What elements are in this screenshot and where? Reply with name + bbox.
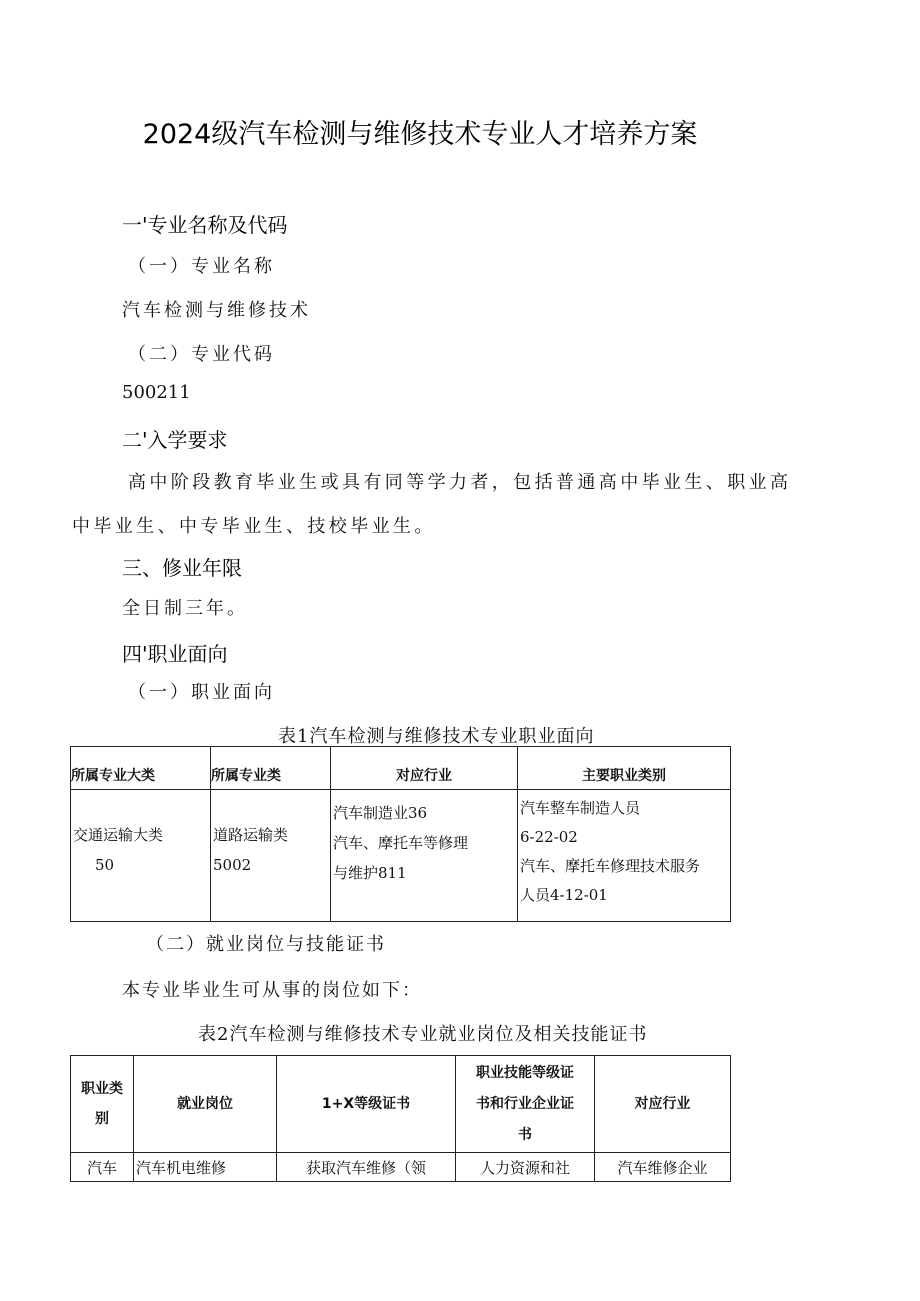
- cell-text: 交通运输大类: [73, 826, 164, 844]
- table-cell-industry: [331, 790, 518, 922]
- section-heading-2: 二'入学要求: [122, 428, 228, 452]
- table-header-cell: 所属专业类: [211, 747, 331, 790]
- table-header-cell: 就业岗位: [134, 1056, 277, 1153]
- table-cell-class: [211, 790, 331, 922]
- cell-text: 汽车、摩托车等修理: [333, 834, 469, 852]
- table-header-cell: [456, 1056, 595, 1153]
- table-cell: 汽车维修企业: [595, 1153, 731, 1182]
- cell-text: 汽车、摩托车修理技术服务: [520, 857, 701, 875]
- major-code: 500211: [122, 382, 191, 403]
- subheading-jobs: （二）就业岗位与技能证书: [146, 934, 386, 955]
- cell-text: 书和行业企业证: [476, 1095, 574, 1112]
- table-row: [71, 790, 731, 922]
- career-table: [70, 746, 731, 922]
- cell-text: 书: [518, 1126, 532, 1143]
- cell-text: 6-22-02: [520, 828, 578, 846]
- table-header-cell: 1+X等级证书: [277, 1056, 456, 1153]
- cell-text: 50: [95, 856, 115, 874]
- cell-text: 与维护811: [333, 864, 407, 882]
- table-row: [71, 1153, 731, 1182]
- subheading-career: （一）职业面向: [128, 682, 275, 703]
- cell-text: 职业技能等级证: [476, 1064, 574, 1081]
- table-cell: 获取汽车维修（领: [277, 1153, 456, 1182]
- table-header-cell: 所属专业大类: [71, 747, 211, 790]
- major-name: 汽车检测与维修技术: [122, 300, 311, 321]
- cell-text: 汽车制造业36: [333, 804, 428, 822]
- cell-text: 汽车整车制造人员: [520, 799, 641, 817]
- section-heading-4: 四'职业面向: [122, 642, 228, 666]
- table-header-cell: 对应行业: [595, 1056, 731, 1153]
- table-header-row: [71, 1056, 731, 1153]
- cell-text: 5002: [213, 856, 252, 874]
- subheading-major-name: （一）专业名称: [128, 256, 275, 277]
- section-heading-1: 一'专业名称及代码: [122, 213, 288, 237]
- cell-text: 道路运输类: [213, 826, 289, 844]
- cell-text: 别: [95, 1111, 109, 1127]
- admission-paragraph-line1: 高中阶段教育毕业生或具有同等学力者，包括普通高中毕业生、职业高: [128, 472, 792, 493]
- table-cell: 汽车机电维修: [134, 1153, 277, 1182]
- duration-paragraph: 全日制三年。: [122, 598, 248, 619]
- page-title: 2024级汽车检测与维修技术专业人才培养方案: [142, 119, 698, 150]
- admission-paragraph-line2: 中毕业生、中专毕业生、技校毕业生。: [72, 516, 436, 537]
- table-cell: 汽车: [71, 1153, 134, 1182]
- table1-caption: 表1汽车检测与维修技术专业职业面向: [278, 726, 595, 747]
- cell-text: 人员4-12-01: [520, 886, 608, 904]
- section-heading-3: 三、修业年限: [122, 556, 242, 580]
- cell-text: 职业类: [81, 1081, 123, 1097]
- table-cell: 人力资源和社: [456, 1153, 595, 1182]
- table-cell-category: [71, 790, 211, 922]
- jobs-table: [70, 1055, 731, 1182]
- table-header-cell: 主要职业类别: [518, 747, 731, 790]
- table-header-cell: [71, 1056, 134, 1153]
- table2-caption: 表2汽车检测与维修技术专业就业岗位及相关技能证书: [198, 1024, 648, 1045]
- table-header-row: [71, 747, 731, 790]
- table-header-cell: 对应行业: [331, 747, 518, 790]
- subheading-major-code: （二）专业代码: [128, 344, 275, 365]
- table-cell-occupation: [518, 790, 731, 922]
- jobs-paragraph: 本专业毕业生可从事的岗位如下：: [122, 980, 422, 1001]
